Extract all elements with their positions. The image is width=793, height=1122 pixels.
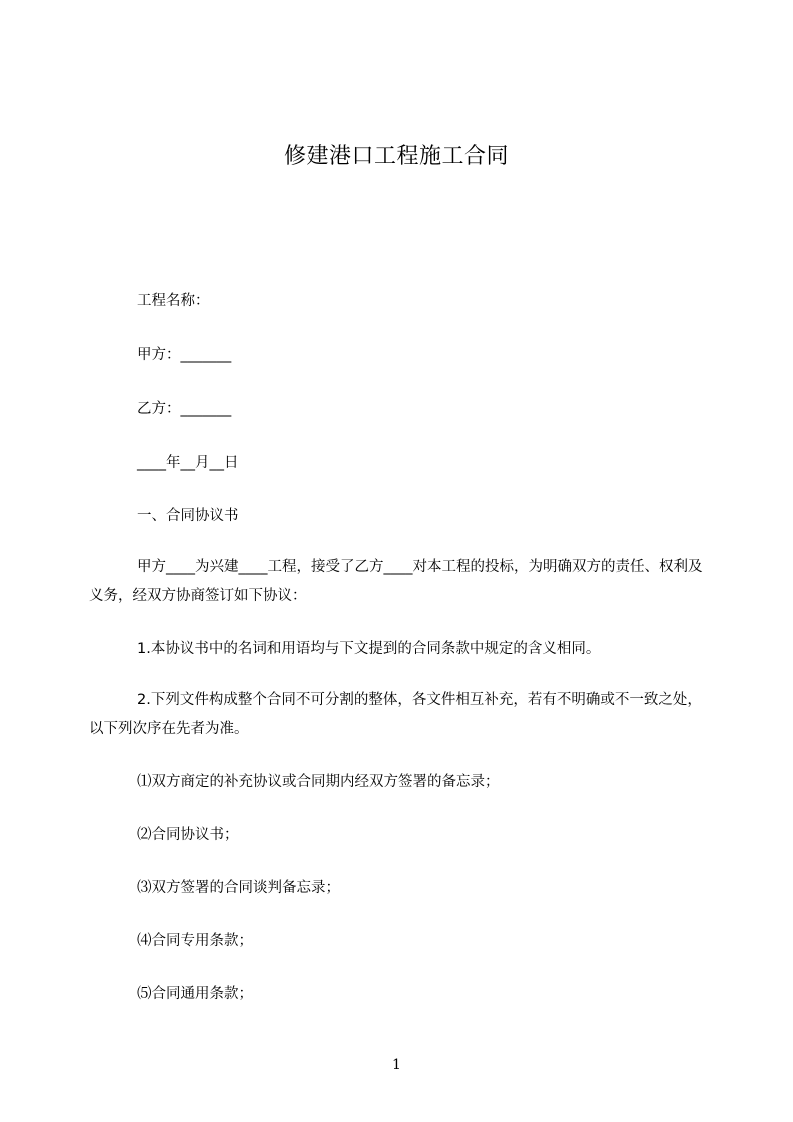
list-item: ⑷合同专用条款； xyxy=(137,933,253,949)
section-heading: 一、合同协议书 xyxy=(137,508,239,524)
party-a-field: 甲方：_______ xyxy=(137,347,232,363)
date-field: ____年__月__日 xyxy=(137,455,239,471)
project-name-field: 工程名称： xyxy=(137,293,210,309)
list-item: ⑶双方签署的合同谈判备忘录； xyxy=(137,880,340,896)
clause-2: 2.下列文件构成整个合同不可分割的整体，各文件相互补充，若有不明确或不一致之处，以下列次序在先者为准。 xyxy=(89,692,702,737)
clause-1: 1.本协议书中的名词和用语均与下文提到的合同条款中规定的含义相同。 xyxy=(137,641,601,657)
intro-paragraph: 甲方____为兴建____工程，接受了乙方____对本工程的投标，为明确双方的责任、权利及义务，经双方协商签订如下协议： xyxy=(89,559,703,604)
list-item: ⑸合同通用条款； xyxy=(137,986,253,1002)
document-title: 修建港口工程施工合同 xyxy=(283,144,509,169)
list-item: ⑵合同协议书； xyxy=(137,827,239,843)
page-number: 1 xyxy=(392,1057,401,1073)
party-b-field: 乙方：_______ xyxy=(137,401,232,417)
list-item: ⑴双方商定的补充协议或合同期内经双方签署的备忘录； xyxy=(137,774,500,790)
